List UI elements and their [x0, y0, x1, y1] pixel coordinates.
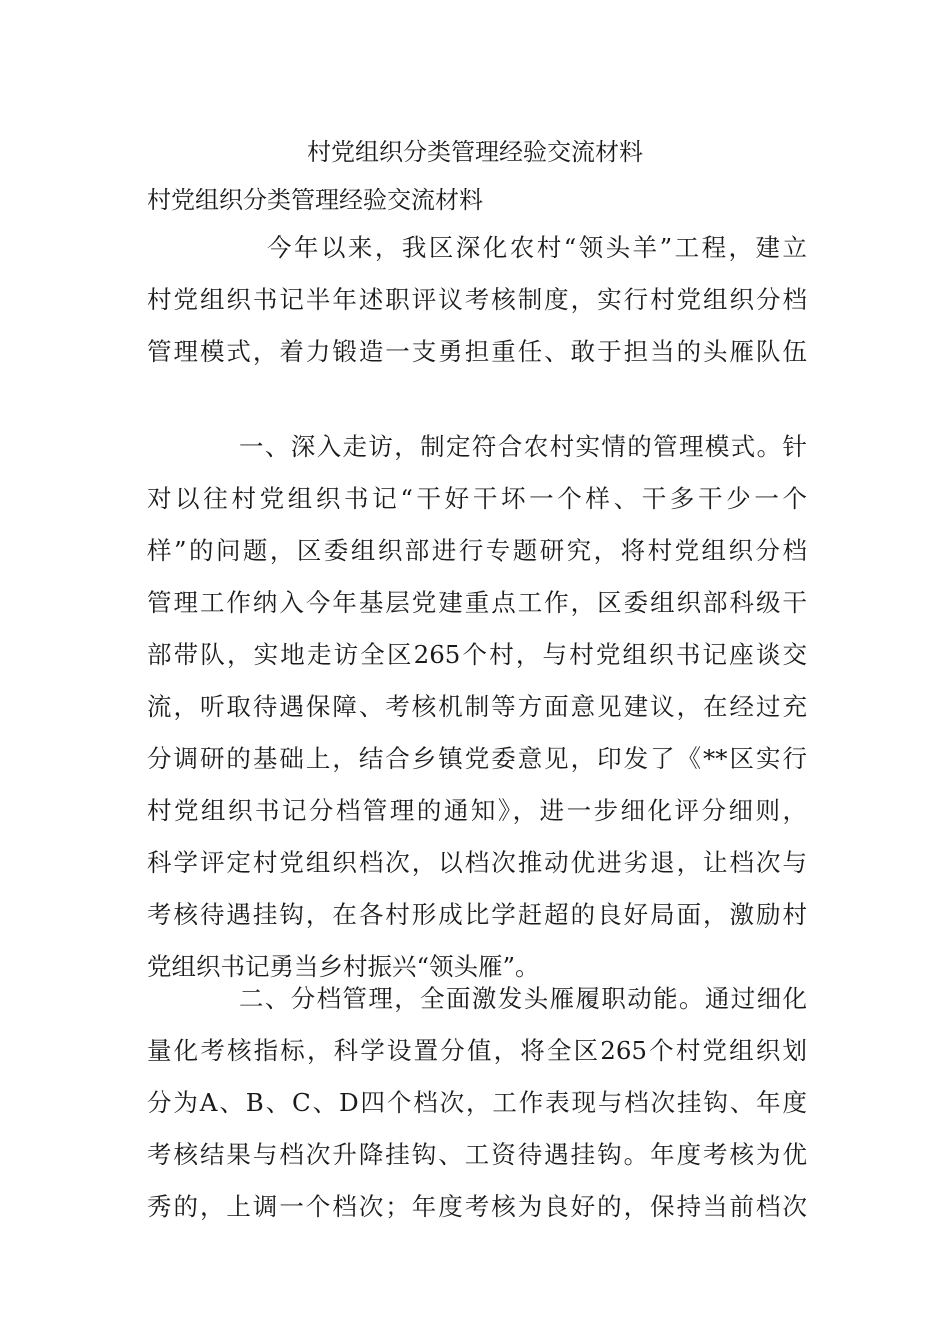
section-2-line: 二、分档管理，全面激发头雁履职动能。通过细化 — [239, 984, 807, 1013]
intro-line: 管理模式，着力锻造一支勇担重任、敢于担当的头雁队伍 — [147, 337, 807, 366]
section-1-paragraph — [147, 421, 807, 993]
section-1-line: 部带队，实地走访全区265个村，与村党组织书记座谈交 — [147, 640, 807, 669]
section-1-line: 分调研的基础上，结合乡镇党委意见，印发了《**区实行 — [147, 744, 807, 773]
section-1-line: 考核待遇挂钩，在各村形成比学赶超的良好局面，激励村 — [147, 900, 807, 929]
section-1-line: 流，听取待遇保障、考核机制等方面意见建议，在经过充 — [147, 692, 807, 721]
document-title: 村党组织分类管理经验交流材料 — [307, 138, 643, 166]
intro-paragraph — [147, 222, 807, 378]
section-2-line: 考核结果与档次升降挂钩、工资待遇挂钩。年度考核为优 — [147, 1140, 807, 1169]
section-2-line: 分为A、B、C、D四个档次，工作表现与档次挂钩、年度 — [147, 1088, 807, 1117]
section-2-paragraph — [147, 973, 807, 1233]
intro-line: 今年以来，我区深化农村“领头羊”工程，建立 — [267, 233, 807, 262]
document-subtitle: 村党组织分类管理经验交流材料 — [147, 186, 483, 214]
section-1-line: 一、深入走访，制定符合农村实情的管理模式。针 — [239, 432, 807, 461]
section-1-line: 党组织书记勇当乡村振兴“领头雁”。 — [147, 952, 540, 981]
section-1-line: 科学评定村党组织档次，以档次推动优进劣退，让档次与 — [147, 848, 807, 877]
section-1-line: 村党组织书记分档管理的通知》，进一步细化评分细则， — [147, 796, 807, 825]
section-2-line: 量化考核指标，科学设置分值，将全区265个村党组织划 — [147, 1036, 807, 1065]
section-1-line: 管理工作纳入今年基层党建重点工作，区委组织部科级干 — [147, 588, 807, 617]
section-2-line: 秀的，上调一个档次；年度考核为良好的，保持当前档次 — [147, 1192, 807, 1221]
intro-line: 村党组织书记半年述职评议考核制度，实行村党组织分档 — [147, 285, 807, 314]
section-1-line: 对以往村党组织书记“干好干坏一个样、干多干少一个 — [147, 484, 807, 513]
section-1-line: 样”的问题，区委组织部进行专题研究，将村党组织分档 — [147, 536, 807, 565]
